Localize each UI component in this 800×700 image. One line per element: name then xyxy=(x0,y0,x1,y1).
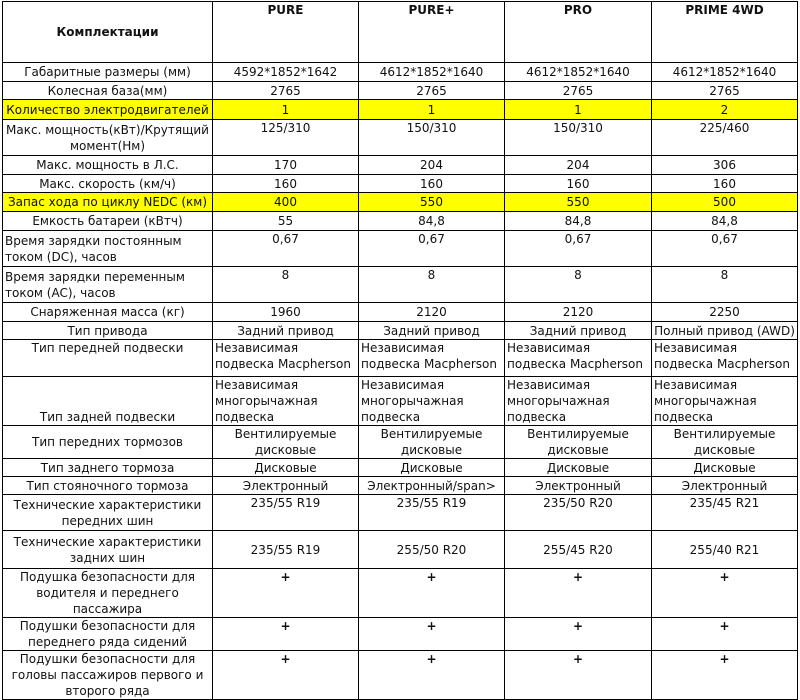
cell-value: 84,8 xyxy=(505,212,652,231)
cell-value: Независимая многорычажная подвеска xyxy=(652,377,798,426)
cell-value: 235/55 R19 xyxy=(359,495,505,531)
cell-value: 0,67 xyxy=(213,231,359,267)
row-label: Запас хода по циклу NEDC (км) xyxy=(3,193,213,212)
table-row xyxy=(3,569,798,618)
table-row-highlighted xyxy=(3,100,798,120)
cell-value: + xyxy=(213,618,359,651)
cell-value: Независимая подвеска Macpherson xyxy=(213,340,359,377)
cell-value: 2120 xyxy=(505,303,652,322)
cell-value: Электронный xyxy=(505,477,652,495)
trim-pure-plus: PURE+ xyxy=(359,2,505,63)
row-label: Снаряженная масса (кг) xyxy=(3,303,213,322)
cell-value: + xyxy=(652,618,798,651)
table-row xyxy=(3,377,798,426)
row-label: Время зарядки переменным током (AC), часов xyxy=(3,267,213,303)
cell-value: 306 xyxy=(652,156,798,175)
cell-value: 2250 xyxy=(652,303,798,322)
cell-value: 2120 xyxy=(359,303,505,322)
table-row xyxy=(3,495,798,531)
cell-value: 255/50 R20 xyxy=(359,531,505,569)
cell-value: Вентилируемые дисковые xyxy=(505,426,652,459)
row-label: Технические характеристики задних шин xyxy=(3,531,213,569)
cell-value: 160 xyxy=(359,175,505,193)
cell-value: 160 xyxy=(505,175,652,193)
row-label: Подушки безопасности для головы пассажиров первого и второго ряда xyxy=(3,651,213,700)
row-label: Тип задней подвески xyxy=(3,377,213,426)
cell-value: 55 xyxy=(213,212,359,231)
row-label: Макс. мощность в Л.С. xyxy=(3,156,213,175)
cell-value: 2765 xyxy=(359,82,505,100)
table-row xyxy=(3,303,798,322)
cell-value: 1 xyxy=(213,100,359,120)
row-label: Макс. мощность(кВт)/Крутящий момент(Нм) xyxy=(3,120,213,156)
cell-value: Задний привод xyxy=(505,322,652,340)
cell-value: 400 xyxy=(213,193,359,212)
cell-value: 1 xyxy=(359,100,505,120)
cell-value: Задний привод xyxy=(359,322,505,340)
table-row xyxy=(3,618,798,651)
cell-value: Дисковые xyxy=(359,459,505,477)
cell-value: Независимая многорычажная подвеска xyxy=(359,377,505,426)
cell-value: 4612*1852*1640 xyxy=(652,63,798,82)
cell-value: + xyxy=(505,618,652,651)
cell-value: 125/310 xyxy=(213,120,359,156)
table-row xyxy=(3,82,798,100)
table-row xyxy=(3,340,798,377)
row-label: Тип стояночного тормоза xyxy=(3,477,213,495)
cell-value: 1960 xyxy=(213,303,359,322)
row-label: Подушка безопасности для водителя и переднего пассажира xyxy=(3,569,213,618)
cell-value: 8 xyxy=(213,267,359,303)
cell-value: + xyxy=(213,651,359,700)
cell-value: 255/40 R21 xyxy=(652,531,798,569)
cell-value: Независимая многорычажная подвеска xyxy=(213,377,359,426)
cell-value: 2 xyxy=(652,100,798,120)
row-label: Тип заднего тормоза xyxy=(3,459,213,477)
table-row xyxy=(3,267,798,303)
cell-value: Электронный xyxy=(213,477,359,495)
cell-value: 500 xyxy=(652,193,798,212)
cell-value: Полный привод (AWD) xyxy=(652,322,798,340)
table-row xyxy=(3,175,798,193)
cell-value: 225/460 xyxy=(652,120,798,156)
cell-value: 84,8 xyxy=(652,212,798,231)
cell-value: 0,67 xyxy=(652,231,798,267)
table-row-highlighted xyxy=(3,193,798,212)
cell-value: 550 xyxy=(359,193,505,212)
trim-pure: PURE xyxy=(213,2,359,63)
cell-value: 204 xyxy=(505,156,652,175)
cell-value: Электронный xyxy=(652,477,798,495)
cell-value: 235/45 R21 xyxy=(652,495,798,531)
row-label: Количество электродвигателей xyxy=(3,100,213,120)
row-label: Макс. скорость (км/ч) xyxy=(3,175,213,193)
row-label: Время зарядки постоянным током (DC), часов xyxy=(3,231,213,267)
cell-value: Независимая подвеска Macpherson xyxy=(359,340,505,377)
spec-table xyxy=(2,1,798,700)
cell-value: 235/55 R19 xyxy=(213,495,359,531)
cell-value: 2765 xyxy=(213,82,359,100)
cell-value: + xyxy=(359,569,505,618)
cell-value: 204 xyxy=(359,156,505,175)
cell-value: 150/310 xyxy=(505,120,652,156)
cell-value: + xyxy=(359,651,505,700)
cell-value: + xyxy=(213,569,359,618)
cell-value: Независимая подвеска Macpherson xyxy=(505,340,652,377)
trim-pro: PRO xyxy=(505,2,652,63)
trim-prime-4wd: PRIME 4WD xyxy=(652,2,798,63)
cell-value: + xyxy=(505,651,652,700)
cell-value: 84,8 xyxy=(359,212,505,231)
cell-value: 8 xyxy=(652,267,798,303)
cell-value: 255/45 R20 xyxy=(505,531,652,569)
cell-value: Задний привод xyxy=(213,322,359,340)
cell-value: + xyxy=(505,569,652,618)
cell-value: 2765 xyxy=(652,82,798,100)
cell-value: 8 xyxy=(505,267,652,303)
cell-value: 170 xyxy=(213,156,359,175)
row-label: Тип передней подвески xyxy=(3,340,213,377)
table-row xyxy=(3,120,798,156)
table-row xyxy=(3,63,798,82)
cell-value: Независимая подвеска Macpherson xyxy=(652,340,798,377)
row-label: Технические характеристики передних шин xyxy=(3,495,213,531)
cell-value: Независимая многорычажная подвеска xyxy=(505,377,652,426)
cell-value: 8 xyxy=(359,267,505,303)
cell-value: 0,67 xyxy=(359,231,505,267)
cell-value: 4592*1852*1642 xyxy=(213,63,359,82)
row-label: Тип привода xyxy=(3,322,213,340)
table-row xyxy=(3,459,798,477)
cell-value: 235/50 R20 xyxy=(505,495,652,531)
cell-value: Дисковые xyxy=(652,459,798,477)
header-label: Комплектации xyxy=(3,2,213,63)
cell-value: 160 xyxy=(213,175,359,193)
cell-value: 150/310 xyxy=(359,120,505,156)
cell-value: 4612*1852*1640 xyxy=(359,63,505,82)
table-row xyxy=(3,531,798,569)
row-label: Габаритные размеры (мм) xyxy=(3,63,213,82)
table-row xyxy=(3,212,798,231)
cell-value: 235/55 R19 xyxy=(213,531,359,569)
cell-value: + xyxy=(652,651,798,700)
cell-value: + xyxy=(359,618,505,651)
cell-value: 160 xyxy=(652,175,798,193)
cell-value: 4612*1852*1640 xyxy=(505,63,652,82)
cell-value: Дисковые xyxy=(213,459,359,477)
row-label: Тип передних тормозов xyxy=(3,426,213,459)
cell-value: 550 xyxy=(505,193,652,212)
row-label: Емкость батареи (кВтч) xyxy=(3,212,213,231)
cell-value: Вентилируемые дисковые xyxy=(213,426,359,459)
cell-value: 1 xyxy=(505,100,652,120)
table-row xyxy=(3,477,798,495)
cell-value: + xyxy=(652,569,798,618)
cell-value: Вентилируемые дисковые xyxy=(359,426,505,459)
table-row xyxy=(3,426,798,459)
cell-value: Электронный/span> xyxy=(359,477,505,495)
table-row xyxy=(3,156,798,175)
cell-value: 0,67 xyxy=(505,231,652,267)
cell-value: 2765 xyxy=(505,82,652,100)
row-label: Колесная база(мм) xyxy=(3,82,213,100)
cell-value: Дисковые xyxy=(505,459,652,477)
table-row xyxy=(3,322,798,340)
table-row xyxy=(3,651,798,700)
table-row xyxy=(3,231,798,267)
row-label: Подушки безопасности для переднего ряда сидений xyxy=(3,618,213,651)
cell-value: Вентилируемые дисковые xyxy=(652,426,798,459)
header-row xyxy=(3,2,798,63)
